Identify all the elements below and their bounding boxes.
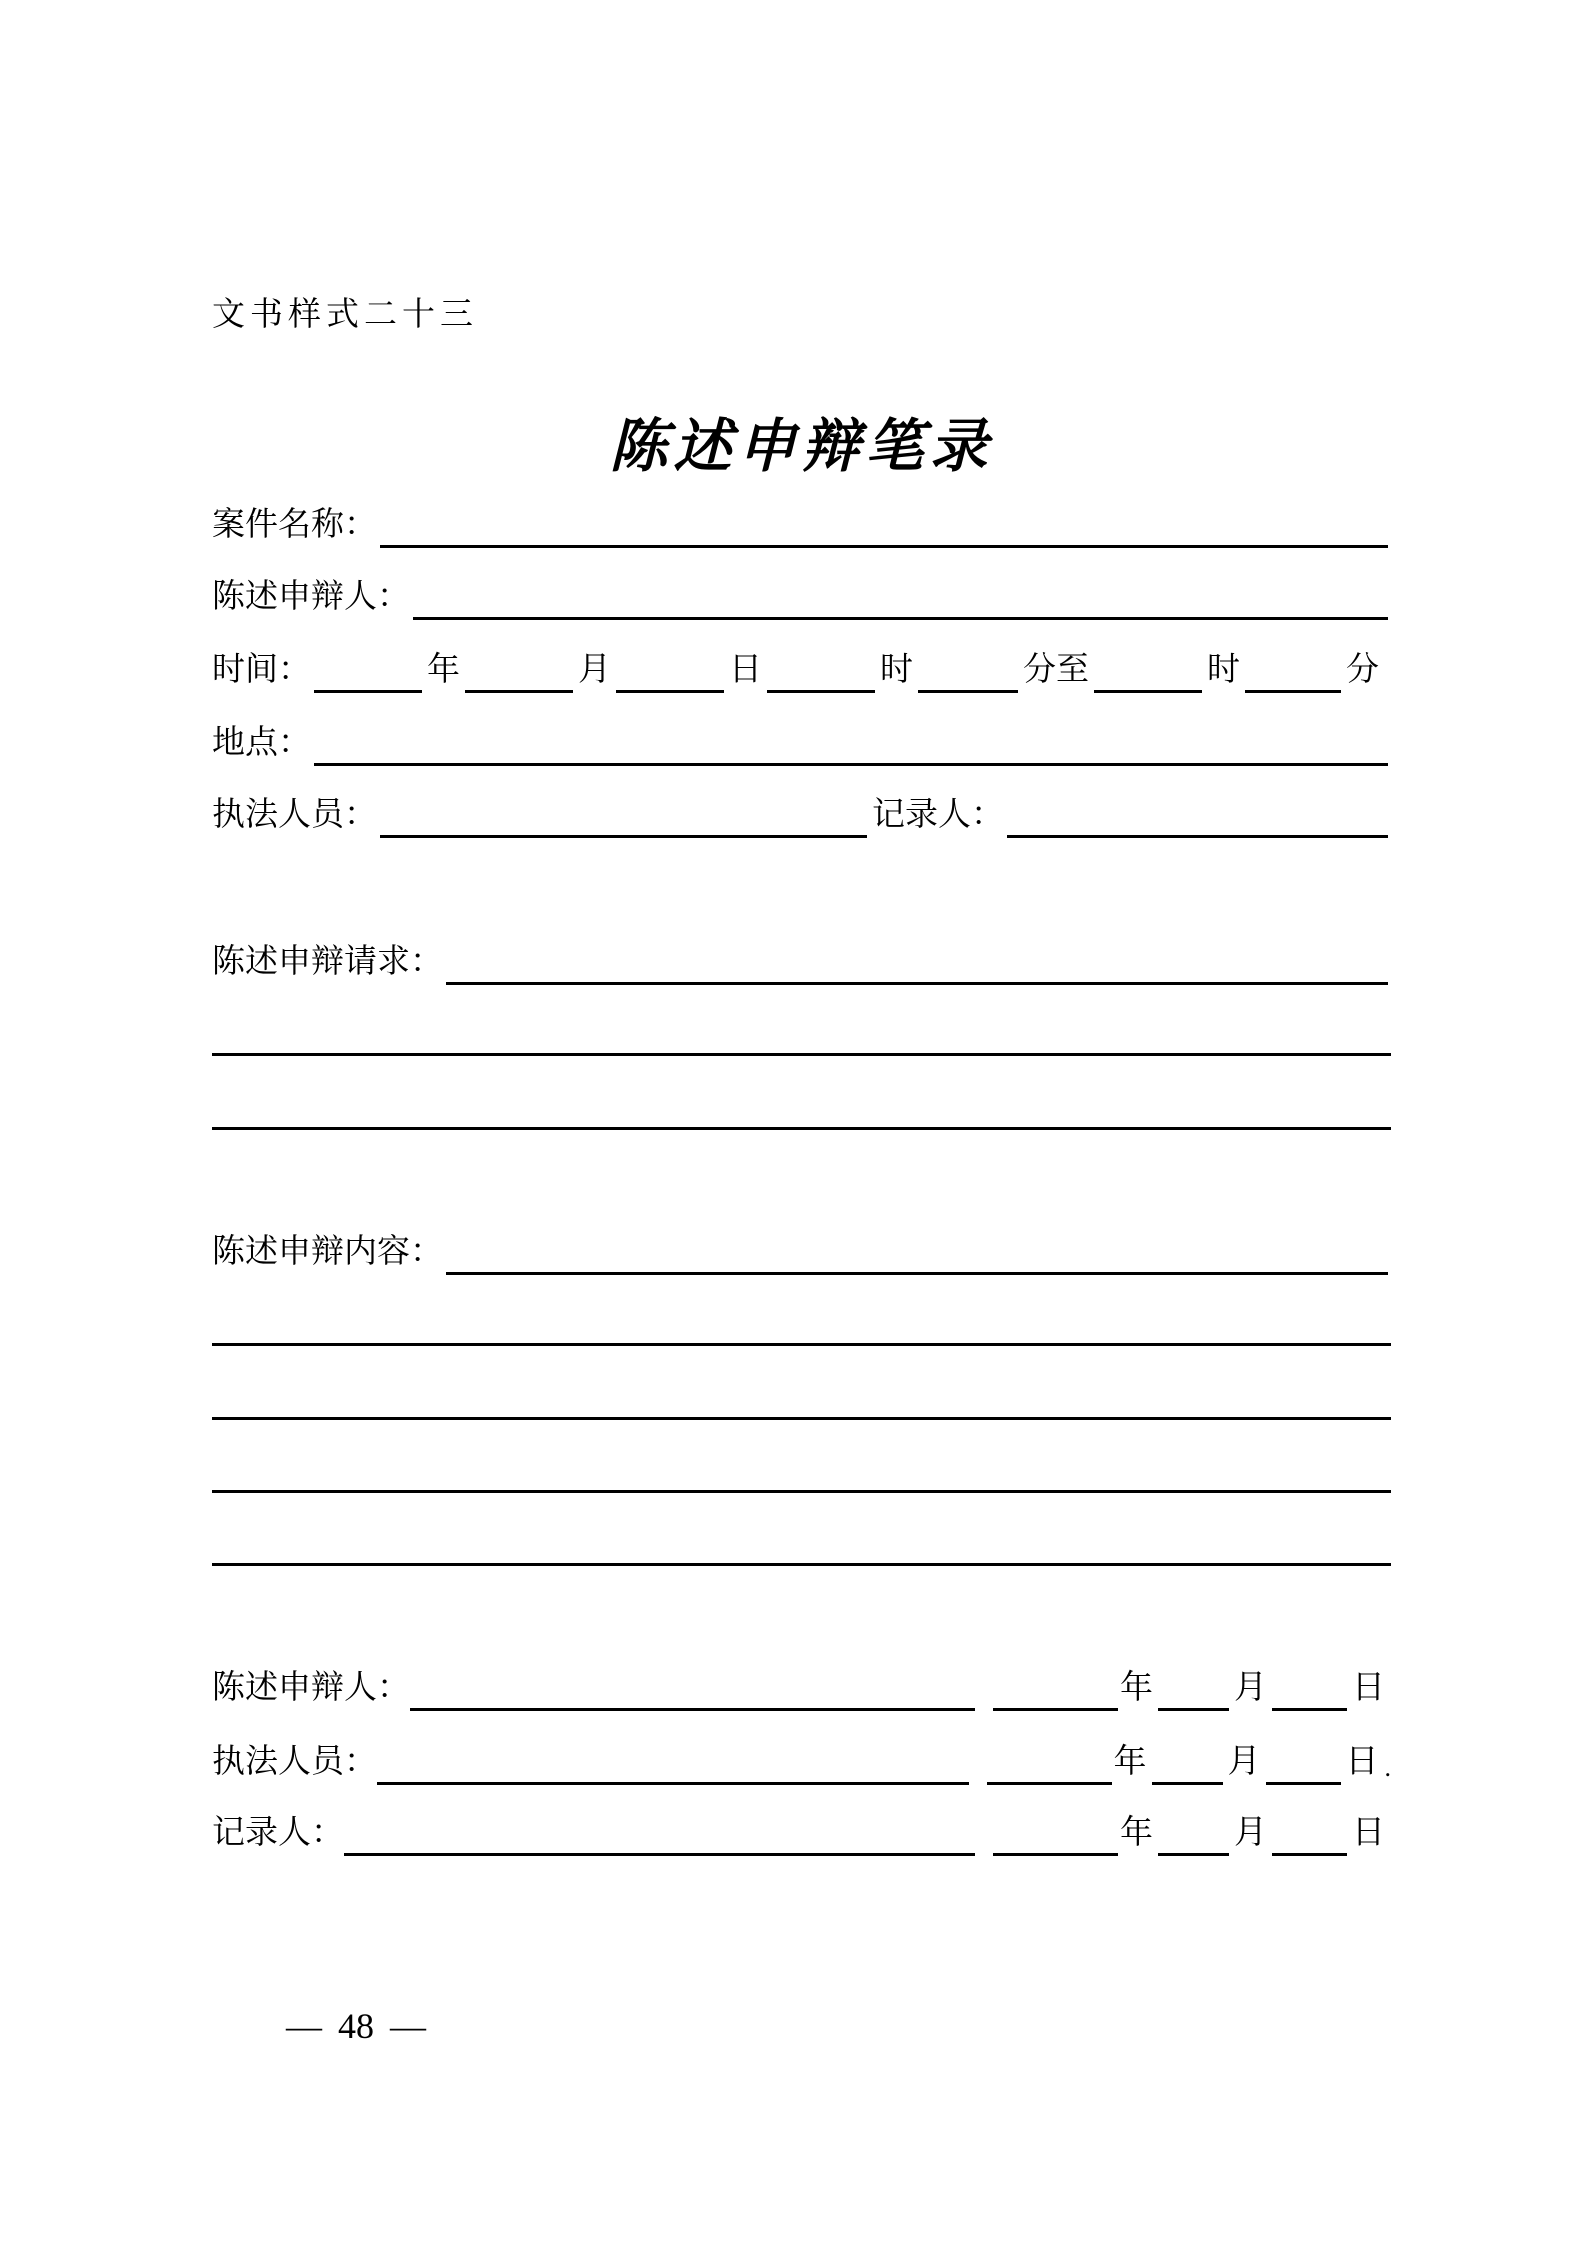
- date-unit-year: 年: [1113, 1744, 1147, 1780]
- date-unit-year: 年: [1120, 1815, 1153, 1851]
- date-unit-day: 日: [1352, 1670, 1385, 1706]
- case-name-blank-line: [380, 502, 1388, 548]
- time-row: [212, 647, 1391, 693]
- recorder-label: 记录人：: [872, 797, 1004, 833]
- date-blank-year: [993, 1665, 1118, 1711]
- form-title: 陈述申辩笔录: [609, 414, 994, 479]
- date-blank-month: [1158, 1810, 1229, 1856]
- signature-row-recorder: [212, 1810, 1391, 1856]
- time-unit-minute-to: 分至: [1023, 652, 1089, 688]
- date-blank-day: [1272, 1665, 1347, 1711]
- case-name-row: [212, 502, 1391, 548]
- blank-writing-line: [212, 1563, 1391, 1566]
- date-blank-day: [1266, 1739, 1341, 1785]
- location-blank-line: [314, 720, 1388, 766]
- time-blank-hour: [767, 647, 875, 693]
- date-blank-year: [987, 1739, 1112, 1785]
- statement-content-label: 陈述申辩内容：: [212, 1234, 443, 1270]
- time-unit-year: 年: [427, 652, 460, 688]
- signature-row-statement-person: [212, 1665, 1391, 1711]
- statement-content-row: [212, 1229, 1391, 1275]
- date-unit-month: 月: [1234, 1815, 1267, 1851]
- date-unit-year: 年: [1120, 1670, 1153, 1706]
- location-row: [212, 720, 1391, 766]
- date-unit-month: 月: [1227, 1744, 1261, 1780]
- date-blank-month: [1158, 1665, 1229, 1711]
- date-blank-month: [1152, 1739, 1223, 1785]
- statement-content-blank-line: [446, 1229, 1388, 1275]
- date-unit-day: 日: [1352, 1815, 1385, 1851]
- statement-request-label: 陈述申辩请求：: [212, 944, 443, 980]
- date-unit-day: 日: [1345, 1744, 1379, 1780]
- time-unit-hour2: 时: [1207, 652, 1240, 688]
- officers-row: [212, 792, 1391, 838]
- time-label: 时间：: [212, 652, 311, 688]
- signature-recorder-label: 记录人：: [212, 1815, 344, 1851]
- signature-suffix-period: .: [1384, 1753, 1391, 1782]
- signature-row-enforcement-officer: [212, 1739, 1391, 1785]
- blank-writing-line: [212, 1490, 1391, 1493]
- time-blank-hour2: [1094, 647, 1202, 693]
- time-blank-day: [616, 647, 724, 693]
- signature-blank-line: [377, 1739, 969, 1785]
- signature-blank-line: [344, 1810, 975, 1856]
- signature-blank-line: [410, 1665, 975, 1711]
- page-footer: [286, 2008, 426, 2044]
- statement-person-label: 陈述申辩人：: [212, 579, 410, 615]
- document-sample-label: 文书样式二十三: [212, 297, 478, 333]
- blank-writing-line: [212, 1053, 1391, 1056]
- date-unit-month: 月: [1234, 1670, 1267, 1706]
- time-blank-minute: [918, 647, 1018, 693]
- time-unit-minute2: 分: [1346, 652, 1379, 688]
- time-blank-year: [314, 647, 422, 693]
- time-unit-hour: 时: [880, 652, 913, 688]
- blank-writing-line: [212, 1127, 1391, 1130]
- statement-request-blank-line: [446, 939, 1388, 985]
- blank-writing-line: [212, 1417, 1391, 1420]
- time-blank-minute2: [1245, 647, 1341, 693]
- statement-person-blank-line: [413, 574, 1388, 620]
- signature-statement-person-label: 陈述申辩人：: [212, 1670, 410, 1706]
- time-unit-day: 日: [729, 652, 762, 688]
- recorder-blank-line: [1007, 792, 1388, 838]
- time-blank-month: [465, 647, 573, 693]
- blank-writing-line: [212, 1343, 1391, 1346]
- signature-enforcement-officer-label: 执法人员：: [212, 1744, 377, 1780]
- date-blank-day: [1272, 1810, 1347, 1856]
- enforcement-officer-blank-line: [380, 792, 867, 838]
- footer-left-dash: —: [286, 2006, 322, 2046]
- enforcement-officer-label: 执法人员：: [212, 797, 377, 833]
- statement-person-row: [212, 574, 1391, 620]
- page-number: 48: [338, 2006, 374, 2046]
- location-label: 地点：: [212, 725, 311, 761]
- case-name-label: 案件名称：: [212, 507, 377, 543]
- statement-request-row: [212, 939, 1391, 985]
- date-blank-year: [993, 1810, 1118, 1856]
- time-unit-month: 月: [578, 652, 611, 688]
- footer-right-dash: —: [390, 2006, 426, 2046]
